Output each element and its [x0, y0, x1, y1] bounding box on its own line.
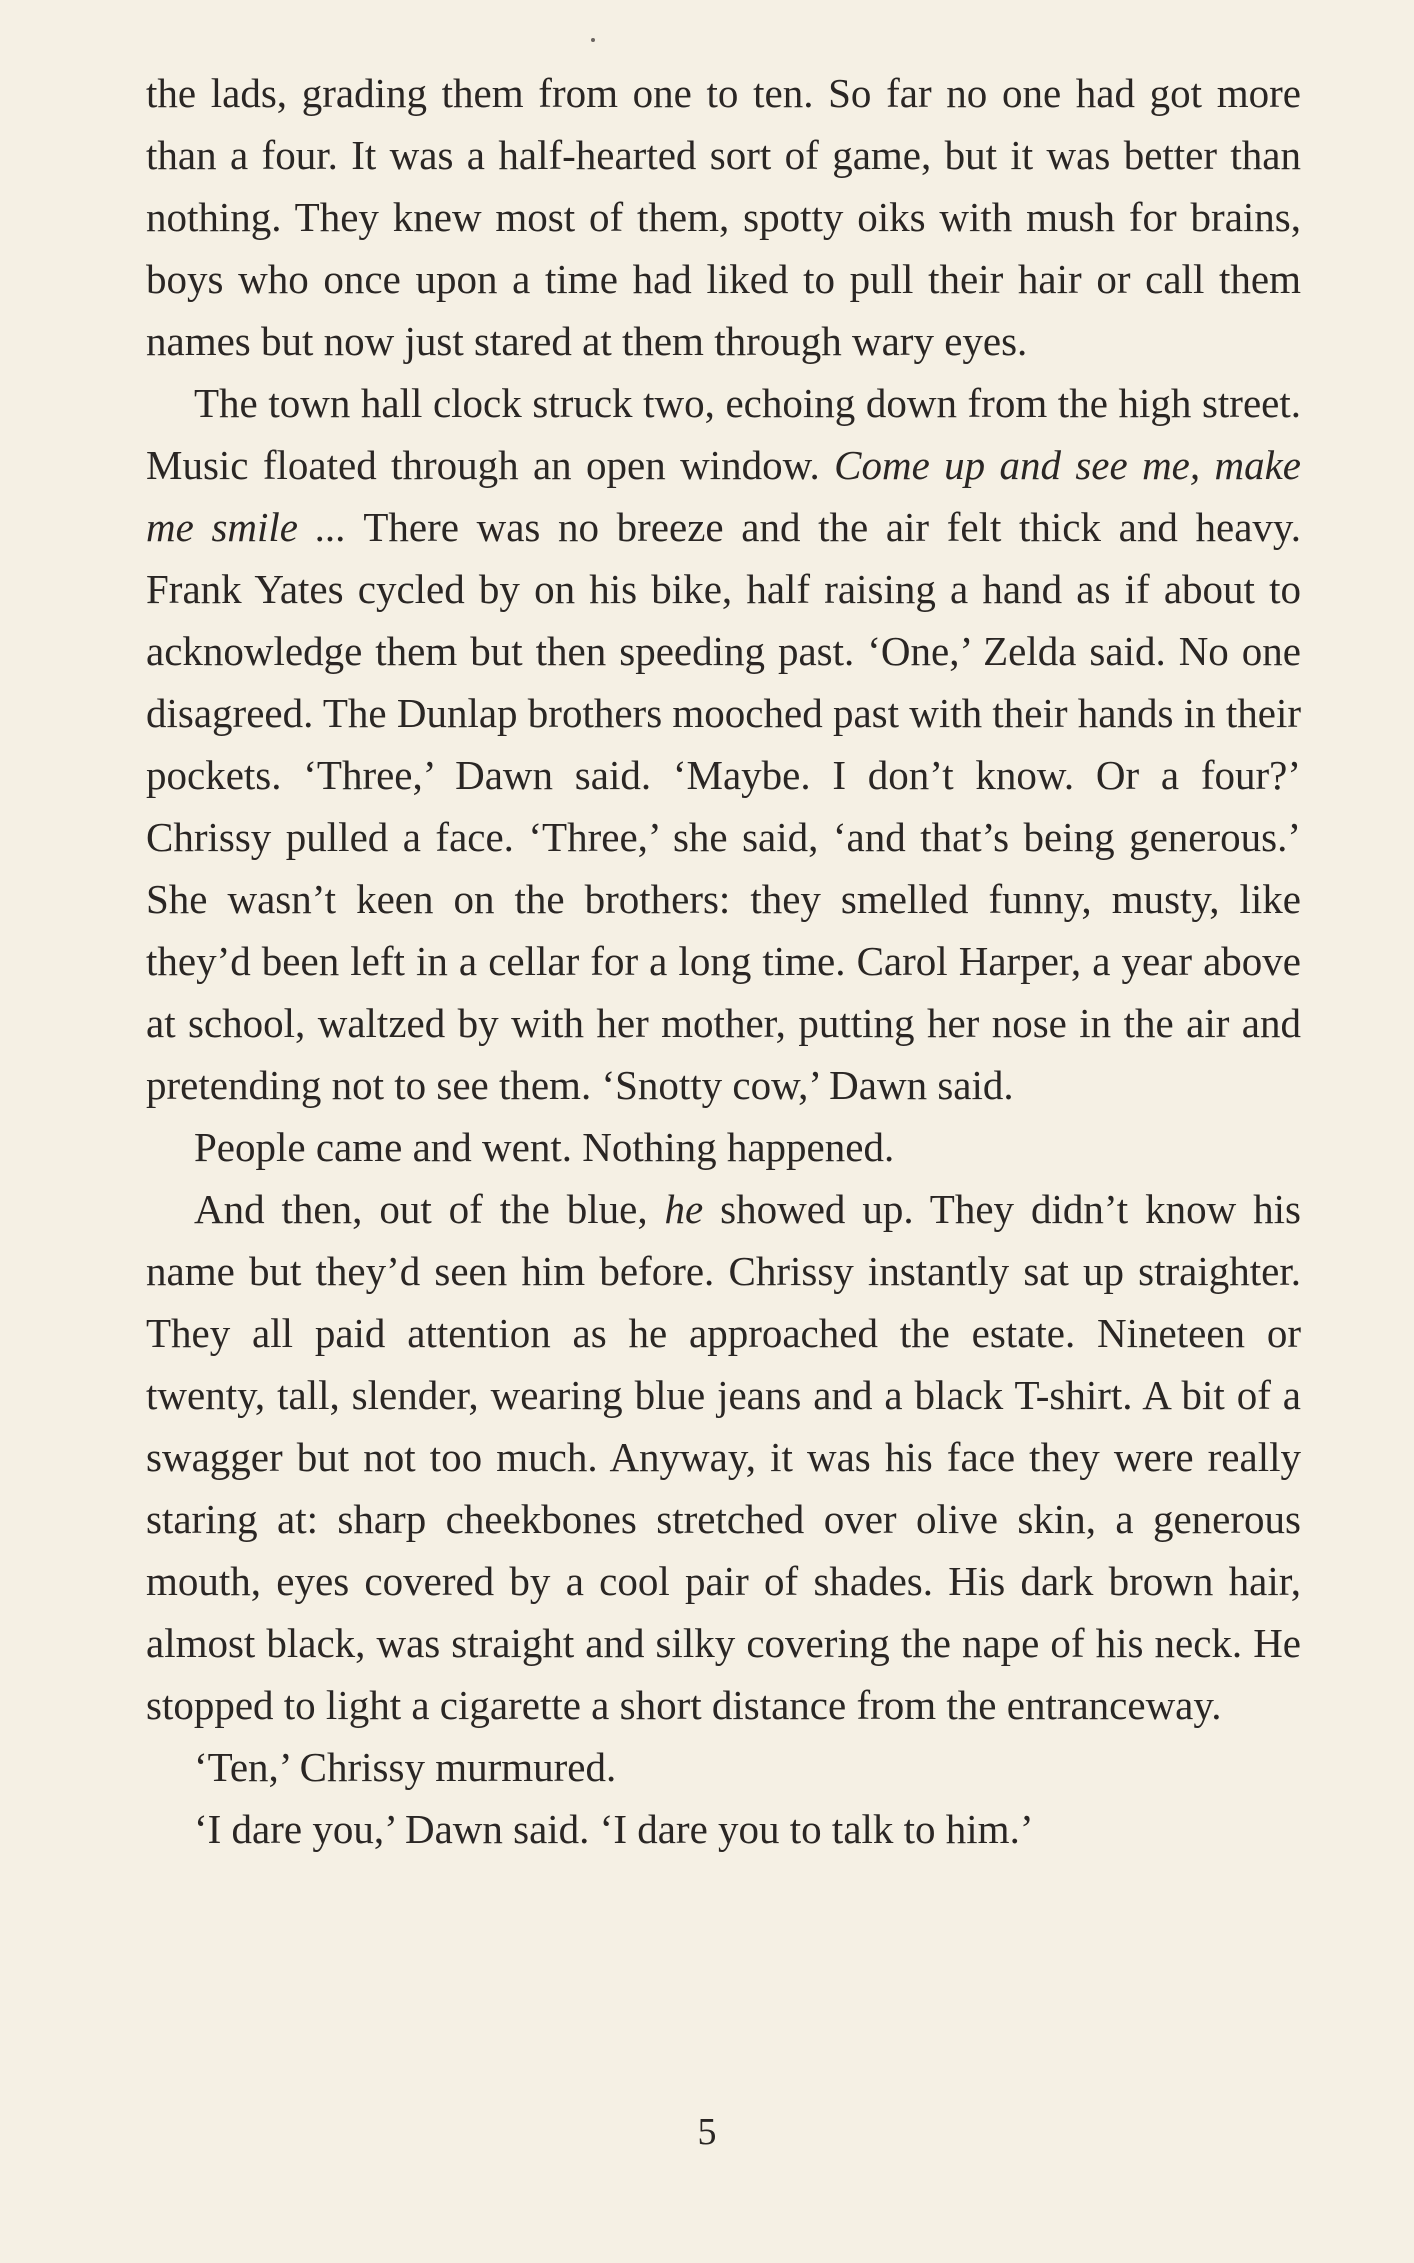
paragraph-2-text-a: The town hall clock struck two, echoing down from the high street. Music floated through an open window. — [146, 380, 1301, 488]
paragraph-2 — [146, 372, 1301, 1116]
paragraph-4-text-b: showed up. They didn’t know his name but they’d seen him before. Chrissy instantly sat up straighter. They all paid attention as he approached the estate. Nineteen or twenty, tall, slender, wearing blue jeans and a black T-shirt. A bit of a swagger but not too much. Anyway, it was his face they were really staring at: sharp cheekbones stretched over olive skin, a generous mouth, eyes covered by a cool pair of shades. His dark brown hair, almost black, was straight and silky covering the nape of his neck. He stopped to light a cigarette a short distance from the entranceway. — [146, 1186, 1301, 1728]
paragraph-4-emphasis: he — [664, 1186, 704, 1232]
paragraph-2-song-lyric: Come up and see me, make me smile ... — [146, 442, 1301, 550]
paragraph-5 — [146, 1736, 1301, 1798]
paragraph-4 — [146, 1178, 1301, 1736]
paragraph-1 — [146, 62, 1301, 372]
body-text — [146, 62, 1301, 1860]
paragraph-1-text: the lads, grading them from one to ten. So far no one had got more than a four. It was a half-hearted sort of game, but it was better than nothing. They knew most of them, spotty oiks with mush for brains, boys who once upon a time had liked to pull their hair or call them names but now just stared at them through wary eyes. — [146, 70, 1301, 364]
paragraph-5-text: ‘Ten,’ Chrissy murmured. — [194, 1744, 617, 1790]
paper-speck — [591, 38, 595, 42]
paragraph-4-text-a: And then, out of the blue, — [194, 1186, 665, 1232]
paragraph-2-text-b: There was no breeze and the air felt thick and heavy. Frank Yates cycled by on his bike, half raising a hand as if about to acknowledge them but then speeding past. ‘One,’ Zelda said. No one disagreed. The Dunlap brothers mooched past with their hands in their pockets. ‘Three,’ Dawn said. ‘Maybe. I don’t know. Or a four?’ Chrissy pulled a face. ‘Three,’ she said, ‘and that’s being generous.’ She wasn’t keen on the brothers: they smelled funny, musty, like they’d been left in a cellar for a long time. Carol Harper, a year above at school, waltzed by with her mother, putting her nose in the air and pretending not to see them. ‘Snotty cow,’ Dawn said. — [146, 504, 1301, 1108]
page-number: 5 — [697, 2111, 717, 2153]
paragraph-3-text: People came and went. Nothing happened. — [194, 1124, 895, 1170]
paragraph-6 — [146, 1798, 1301, 1860]
paragraph-6-text: ‘I dare you,’ Dawn said. ‘I dare you to talk to him.’ — [194, 1806, 1034, 1852]
paragraph-3 — [146, 1116, 1301, 1178]
